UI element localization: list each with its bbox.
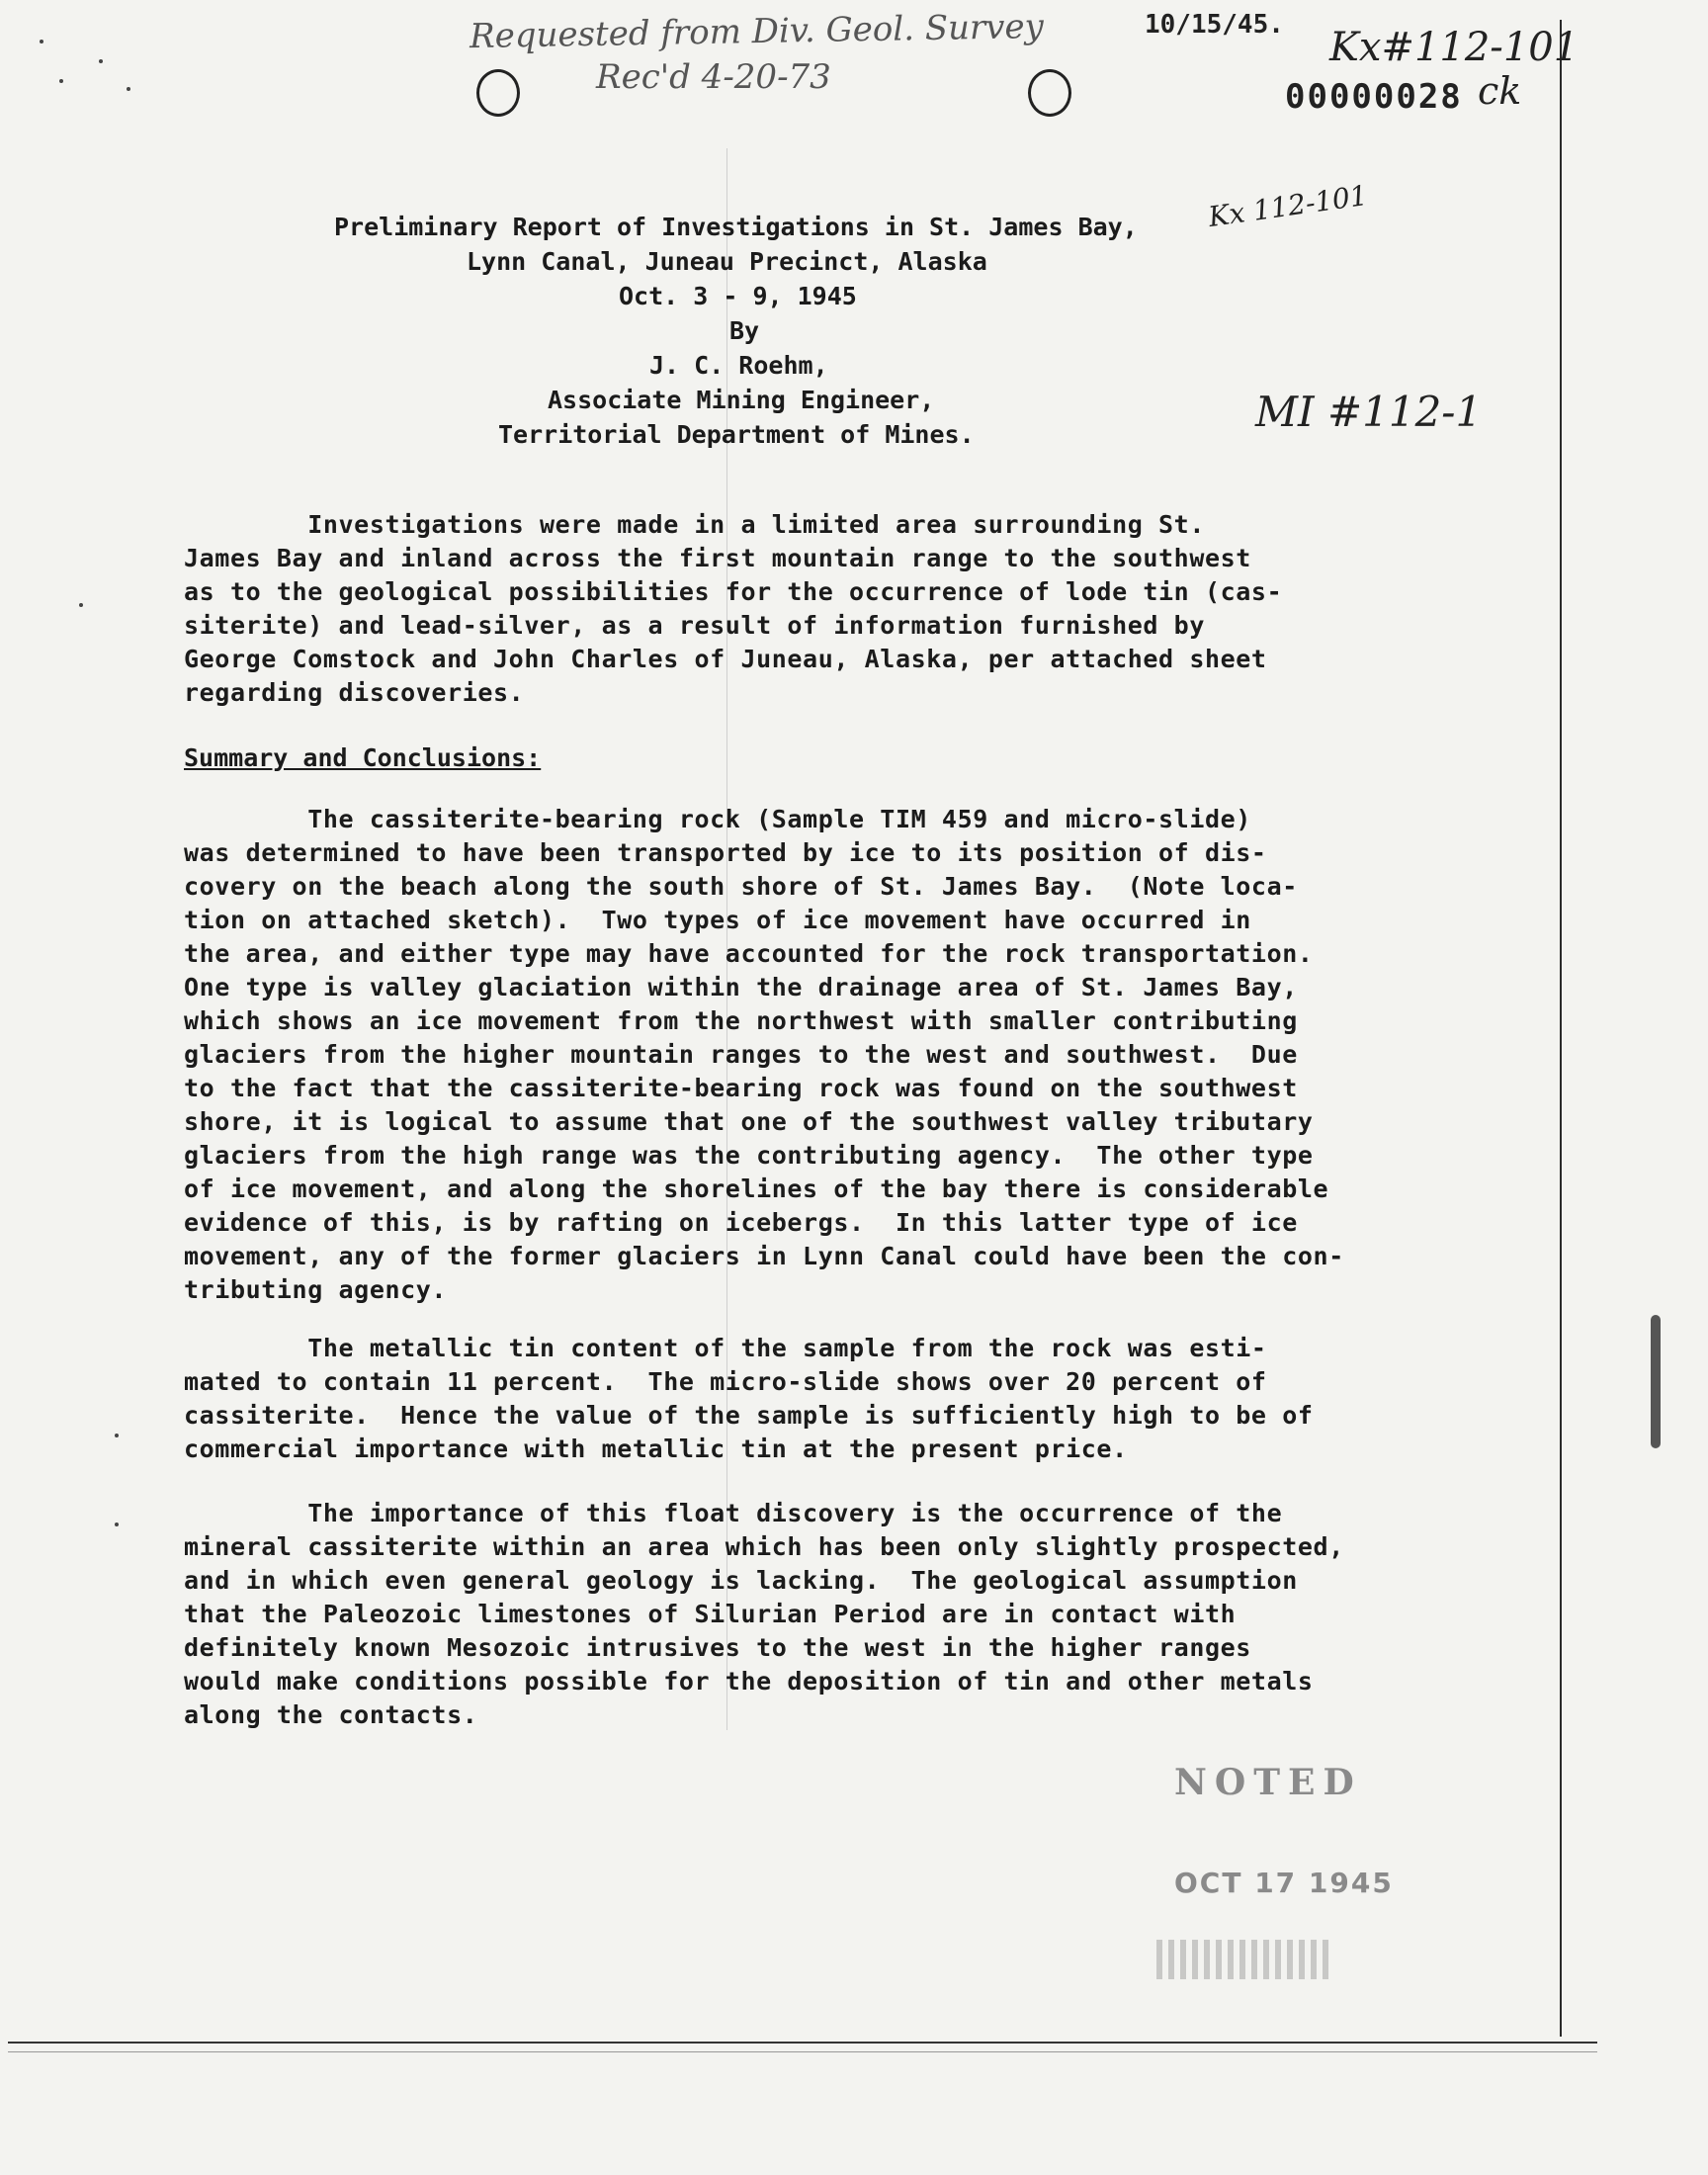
author-title: Associate Mining Engineer, [548, 386, 935, 414]
noted-stamp: NOTED [1174, 1762, 1362, 1803]
report-title-block [287, 210, 1138, 452]
summary-heading: Summary and Conclusions: [184, 743, 542, 772]
punch-hole-left [476, 69, 520, 117]
speck [115, 1434, 119, 1437]
summary-paragraph-2: The metallic tin content of the sample from the rock was esti- mated to contain 11 percent. The micro-slide shows over 20 percent of cassiterite. Hence the value of the sample is sufficiently high to be of commercial importance with metallic tin at the present price. [184, 1334, 1314, 1463]
handwritten-requested-note: Requested from Div. Geol. Survey [469, 6, 1045, 57]
summary-paragraph-3: The importance of this float discovery is the occurrence of the mineral cassiterite within an area which has been only slightly prospected, and in which even general geology is lacking. The geological assumption that the Paleozoic limestones of Silurian Period are in contact with definitely known Mesozoic intrusives to the west in the higher ranges would make conditions possible for the deposition of tin and other metals along the contacts. [184, 1499, 1344, 1729]
title-line: Lynn Canal, Juneau Precinct, Alaska [467, 247, 987, 276]
summary-paragraph-1: The cassiterite-bearing rock (Sample TIM 459 and micro-slide) was determined to have been transported by ice to its position of dis- covery on the beach along the south shore of St. James Bay. (Note loca- tion on attached sketch). Two types of ice movement have occurred in the area, and either type may have accounted for the rock transportation. One type is valley glaciation within the drainage area of St. James Bay, which shows an ice movement from the northwest with smaller contributing glaciers from the higher mountain ranges to the west and southwest. Due to the fact that the cassiterite-bearing rock was found on the southwest shore, it is logical to assume that one of the southwest valley tributary glaciers from the high range was the contributing agency. The other type of ice movement, and along the shorelines of the bay there is considerable evidence of this, is by rafting on icebergs. In this latter type of ice movement, any of the former glaciers in Lynn Canal could have been the con- tributing agency. [184, 805, 1344, 1304]
speck [99, 59, 103, 63]
handwritten-title-annotation: Kx 112-101 [1206, 178, 1370, 234]
page-bottom-shadow [8, 2051, 1597, 2052]
handwritten-file-number: Kx#112-101 [1329, 25, 1580, 70]
title-line: Preliminary Report of Investigations in St. James Bay, [334, 213, 1138, 241]
handwritten-mi-number: MI #112-1 [1255, 388, 1483, 436]
punch-hole-right [1028, 69, 1071, 117]
paper-clip-mark [1651, 1315, 1661, 1448]
speck [79, 603, 83, 607]
by-line: By [729, 316, 760, 345]
stamp-date: OCT 17 1945 [1174, 1867, 1394, 1899]
author-department: Territorial Department of Mines. [498, 420, 975, 449]
handwritten-received-note: Rec'd 4-20-73 [596, 57, 831, 97]
speck [115, 1522, 119, 1526]
report-dates: Oct. 3 - 9, 1945 [619, 282, 857, 310]
speck [40, 40, 43, 44]
page-bottom-edge [8, 2042, 1597, 2044]
stamp-faint-text [1156, 1940, 1334, 1979]
typed-date: 10/15/45. [1145, 10, 1284, 40]
page-right-edge [1560, 20, 1562, 2037]
speck [127, 87, 130, 91]
handwritten-file-suffix: ck [1478, 69, 1522, 113]
author-name: J. C. Roehm, [649, 351, 828, 380]
intro-paragraph: Investigations were made in a limited area surrounding St. James Bay and inland across the first mountain range to the southwest as to the geological possibilities for the occurrence of lode tin (cas- siterite) and lead-silver, as a result of information furnished by George Comstock and John Charles of Juneau, Alaska, per attached sheet regarding discoveries. [184, 510, 1283, 707]
file-code: 00000028 [1285, 77, 1463, 117]
speck [59, 79, 63, 83]
